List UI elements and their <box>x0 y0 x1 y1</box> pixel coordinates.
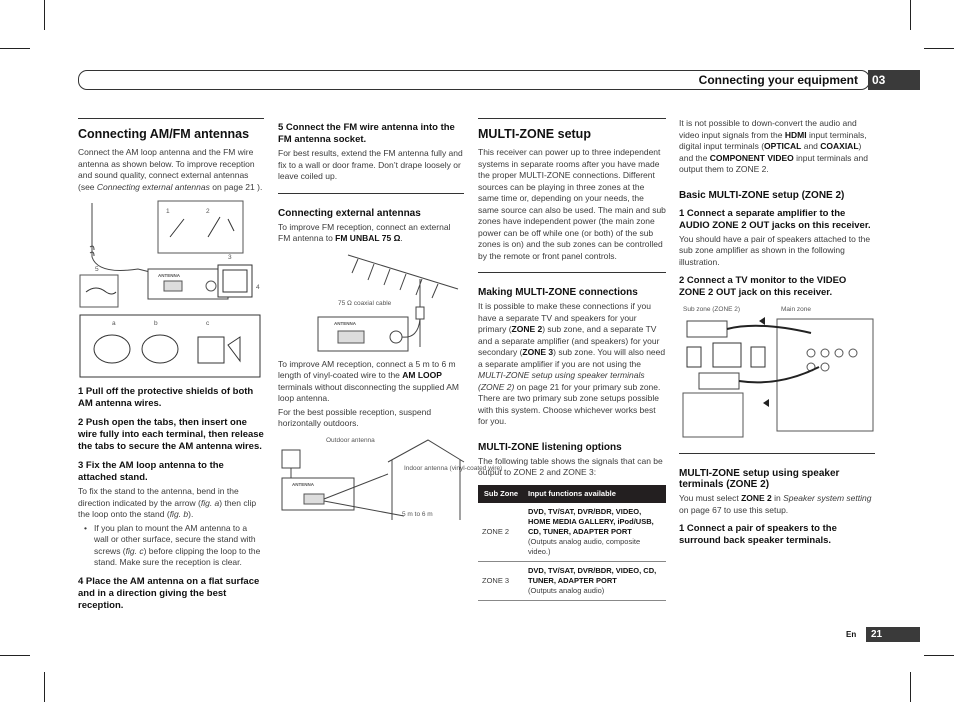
am-step-3: 3 Fix the AM loop antenna to the attached stand. <box>78 460 224 483</box>
language-label: En <box>846 630 857 639</box>
table-row <box>478 561 666 600</box>
am-fm-heading: Connecting AM/FM antennas <box>78 127 250 141</box>
svg-text:ANTENNA: ANTENNA <box>292 481 314 487</box>
column-1 <box>78 118 264 614</box>
column-4 <box>679 118 875 549</box>
svg-text:b: b <box>154 320 158 327</box>
section-title: Connecting your equipment <box>698 73 858 87</box>
speaker-step-1: 1 Connect a pair of speakers to the surround back speaker terminals. <box>679 523 837 546</box>
making-text: It is possible to make these connections if you have a separate TV and speakers for your primary (ZONE 2) sub zone, and a separate TV and a separate amplifier (and speakers) for your secondary (ZONE 3) sub zone. You will also need a separate amplifier if you are not using the MULTI-ZONE setup using speaker terminals (ZONE 2) on page 21 for your primary sub zone. There are two primary sub zone setups possible with this system. Choose whichever works best for you. <box>478 301 666 426</box>
zone2-step-2: 2 Connect a TV monitor to the VIDEO ZONE 2 OUT jack on this receiver. <box>679 275 847 298</box>
zone-note: (Outputs analog audio, composite video.) <box>528 536 641 556</box>
svg-text:4: 4 <box>256 284 260 291</box>
crop-mark <box>44 672 45 702</box>
zone2-step-1: 1 Connect a separate amplifier to the AUDIO ZONE 2 OUT jacks on this receiver. <box>679 207 871 231</box>
external-fm-text: To improve FM reception, connect an external FM antenna to FM UNBAL 75 Ω. <box>278 221 451 243</box>
zone-name: ZONE 3 <box>478 561 524 600</box>
zone-table <box>478 485 666 601</box>
svg-text:ANTENNA: ANTENNA <box>334 320 356 326</box>
am-step-1: 1 Pull off the protective shields of both AM antenna wires. <box>78 386 254 409</box>
svg-text:a: a <box>112 320 116 327</box>
multi-zone-heading: MULTI-ZONE setup <box>478 127 591 141</box>
table-header-subzone: Sub Zone <box>478 485 524 503</box>
svg-text:3: 3 <box>228 254 232 261</box>
making-heading: Making MULTI-ZONE connections <box>478 287 638 298</box>
svg-text:Sub zone (ZONE 2): Sub zone (ZONE 2) <box>683 306 741 313</box>
am-fm-intro: Connect the AM loop antenna and the FM wire antenna as shown below. To improve reception and sound quality, connect external antennas (see Connecting external antennas on page 21 ). <box>78 147 263 192</box>
crop-mark <box>910 672 911 702</box>
zone2-step-1-text: You should have a pair of speakers attached to the sub zone amplifier as shown in the following illustration. <box>679 233 871 267</box>
speaker-terminals-text: You must select ZONE 2 in Speaker system setting on page 67 to use this setup. <box>679 493 872 515</box>
chapter-number: 03 <box>868 70 920 90</box>
listening-text: The following table shows the signals that can be output to ZONE 2 and ZONE 3: <box>478 455 663 477</box>
crop-mark <box>0 655 30 656</box>
svg-text:Main zone: Main zone <box>781 306 811 313</box>
external-am-text: To improve AM reception, connect a 5 m to 6 m length of vinyl-coated wire to the AM LOOP terminals without disconnecting the supplied AM loop antenna. <box>278 358 459 403</box>
svg-text:Indoor antenna (vinyl-coated w: Indoor antenna (vinyl-coated wire) <box>404 464 503 472</box>
crop-mark <box>0 48 30 49</box>
crop-mark <box>924 655 954 656</box>
suspend-text: For the best possible reception, suspend horizontally outdoors. <box>278 406 432 428</box>
am-fm-antenna-figure <box>78 197 264 379</box>
fm-step-5: 5 Connect the FM wire antenna into the FM antenna socket. <box>278 122 455 145</box>
zone-note: (Outputs analog audio) <box>528 585 605 595</box>
svg-text:1: 1 <box>166 208 170 215</box>
am-step-3-text: To fix the stand to the antenna, bend in the direction indicated by the arrow (fig. a) then clip the loop onto the stand (fig. b). <box>78 486 257 519</box>
basic-setup-heading: Basic MULTI-ZONE setup (ZONE 2) <box>679 189 845 201</box>
zone-functions: DVD, TV/SAT, DVR/BDR, VIDEO, HOME MEDIA GALLERY, iPod/USB, CD, TUNER, ADAPTER PORT <box>528 506 654 536</box>
crop-mark <box>924 48 954 49</box>
speaker-terminals-heading: MULTI-ZONE setup using speaker terminals (ZONE 2) <box>679 468 840 490</box>
table-header-functions: Input functions available <box>524 485 666 503</box>
svg-text:5: 5 <box>95 266 99 273</box>
fm-external-antenna-figure <box>278 247 464 355</box>
crop-mark <box>910 0 911 30</box>
zone2-connection-figure <box>679 303 875 443</box>
table-row <box>478 503 666 562</box>
page-number: 21 <box>866 627 920 642</box>
svg-text:75 Ω coaxial cable: 75 Ω coaxial cable <box>338 299 392 307</box>
multi-zone-text: This receiver can power up to three independent systems in separate rooms after you have made the proper MULTI-ZONE connections. Different sources can be playing in three zones at the same time or, depending on your needs, the same source can also be used. The main and sub zones have independent power (the main zone power can be off while one (or both) of the sub zones is on) and the sub zones can be controlled by the remote or front panel controls. <box>478 147 666 261</box>
am-step-4: 4 Place the AM antenna on a flat surface and in a direction giving the best reception. <box>78 575 260 611</box>
svg-text:2: 2 <box>206 208 210 215</box>
section-header-bar <box>78 70 870 90</box>
svg-text:c: c <box>206 320 210 327</box>
crop-mark <box>44 0 45 30</box>
svg-text:5 m to 6 m: 5 m to 6 m <box>402 510 433 518</box>
external-antennas-heading: Connecting external antennas <box>278 207 421 219</box>
svg-text:ANTENNA: ANTENNA <box>158 273 180 278</box>
wall-mount-note: • If you plan to mount the AM antenna to a wall or other surface, secure the stand with screws (fig. c) before clipping the loop to the stand. Make sure the reception is clear. <box>78 523 264 569</box>
zone-name: ZONE 2 <box>478 503 524 562</box>
svg-text:Outdoor antenna: Outdoor antenna <box>326 436 375 444</box>
listening-heading: MULTI-ZONE listening options <box>478 441 622 453</box>
zone-functions: DVD, TV/SAT, DVR/BDR, VIDEO, CD, TUNER, ADAPTER PORT <box>528 565 657 585</box>
column-3 <box>478 118 666 601</box>
am-step-2: 2 Push open the tabs, then insert one wire fully into each terminal, then release the tabs to secure the AM antenna wires. <box>78 417 264 452</box>
downconvert-text: It is not possible to down-convert the audio and video input signals from the HDMI input terminals, digital input terminals (OPTICAL and COAXIAL) and the COMPONENT VIDEO input terminals and output them to ZONE 2. <box>679 118 868 174</box>
fm-step-5-text: For best results, extend the FM antenna fully and fix to a wall or door frame. Don’t drape loosely or leave coiled up. <box>278 148 463 181</box>
